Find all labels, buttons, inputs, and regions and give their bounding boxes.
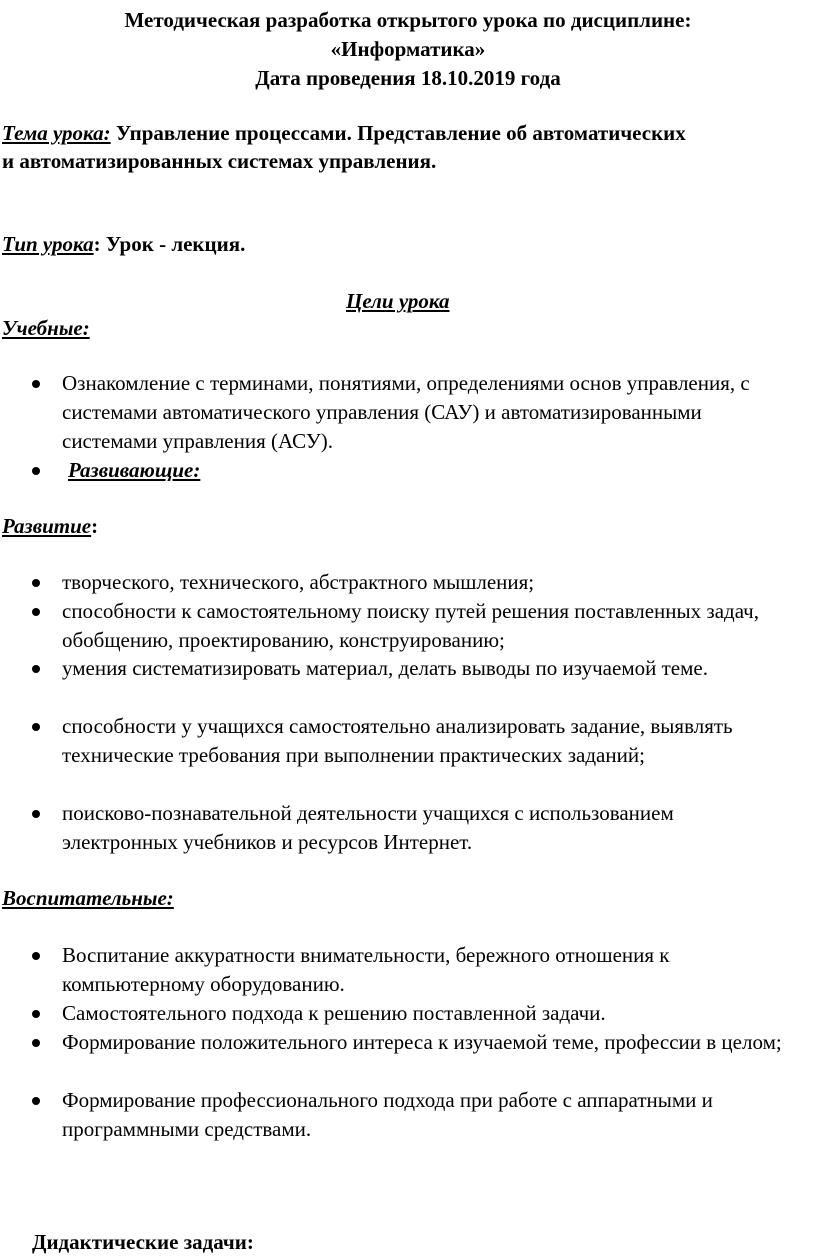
bullet-icon [32, 1039, 40, 1047]
bullet-icon [32, 952, 40, 960]
didactic-heading: Дидактические задачи: [32, 1230, 254, 1254]
development-heading: Развитие [2, 514, 92, 538]
lesson-type-colon: : [93, 232, 101, 256]
doc-title-line1: Методическая разработка открытого урока по дисциплине: [124, 8, 692, 32]
development-item-4: способности у учащихся самостоятельно анализировать задание, выявлять технические требования при выполнении практических заданий; [62, 714, 733, 767]
topic-text-line1: Управление процессами. Представление об автоматических [110, 121, 686, 145]
goals-title: Цели урока [346, 289, 450, 313]
bullet-icon [32, 380, 40, 388]
bullet-icon [32, 665, 40, 673]
doc-date-line: Дата проведения 18.10.2019 года [255, 66, 561, 90]
topic-label: Тема урока: [2, 121, 111, 145]
development-item-5: поисково-познавательной деятельности учащихся с использованием электронных учебников и ресурсов Интернет. [62, 801, 674, 854]
bullet-icon [32, 1010, 40, 1018]
development-item-2: способности к самостоятельному поиску путей решения поставленных задач, обобщению, проектированию, конструированию; [62, 599, 759, 652]
bullet-icon [32, 810, 40, 818]
bullet-icon [32, 579, 40, 587]
bullet-icon [32, 1097, 40, 1105]
educational-heading: Учебные: [2, 316, 90, 340]
educational-item-2: Развивающие: [68, 458, 201, 482]
lesson-type-label: Тип урока [2, 232, 94, 256]
topic-line1 [2, 119, 686, 148]
bullet-icon [32, 608, 40, 616]
development-colon: : [91, 514, 99, 538]
upbringing-heading: Воспитательные: [2, 886, 174, 910]
development-item-3: умения систематизировать материал, делать выводы по изучаемой теме. [62, 656, 708, 680]
bullet-icon [32, 723, 40, 731]
upbringing-item-4: Формирование профессионального подхода при работе с аппаратными и программными средствами. [62, 1088, 713, 1141]
upbringing-item-3: Формирование положительного интереса к изучаемой теме, профессии в целом; [62, 1030, 782, 1054]
doc-title-line2: «Информатика» [330, 37, 486, 61]
topic-text-line2: и автоматизированных системах управления. [2, 149, 437, 173]
development-heading-line [2, 512, 98, 541]
development-item-1: творческого, технического, абстрактного мышления; [62, 570, 535, 594]
upbringing-item-2: Самостоятельного подхода к решению поставленной задачи. [62, 1001, 606, 1025]
upbringing-item-1: Воспитание аккуратности внимательности, бережного отношения к компьютерному оборудованию. [62, 943, 670, 996]
lesson-type-line [2, 230, 245, 259]
educational-item-1: Ознакомление с терминами, понятиями, определениями основ управления, с системами автоматического управления (САУ) и автоматизированными системами управления (АСУ). [62, 371, 750, 453]
lesson-type-value: Урок - лекция. [100, 232, 246, 256]
bullet-icon [32, 467, 40, 475]
